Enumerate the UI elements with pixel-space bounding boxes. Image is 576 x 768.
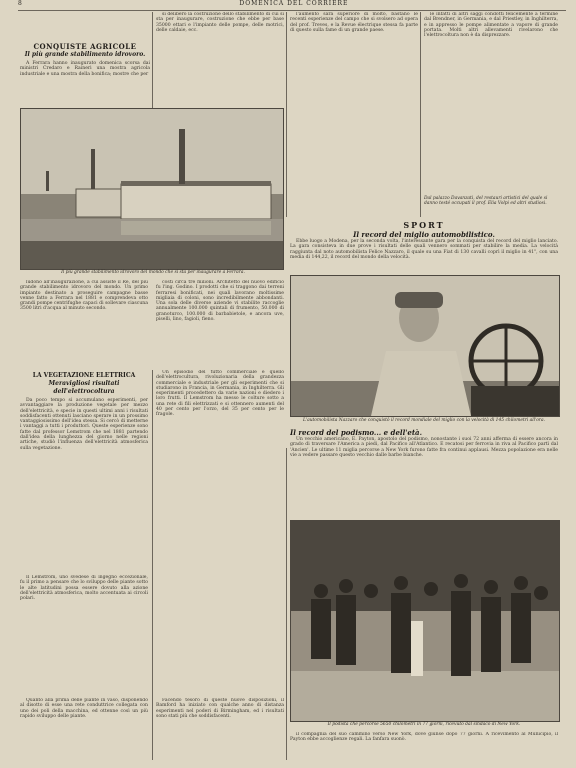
article-text: Quanto alla prima delle piante in vaso, disponendo al disotto di esse una rete conduttrice collegata con uno dei poli della macchina, ed ottenne così un più rapido sviluppo delle piante. <box>20 698 148 719</box>
column-rule <box>286 448 287 760</box>
agriculture-article <box>20 42 150 102</box>
article-text: Un episodio del tutto commerciale è quello dell'elettrocultura, rivoluzionaria della grandezza commerciale e industriale per gli esperimenti che si studiarono in Francia, in Germania, in Inghilterra. Gli esperimenti procedettero da varie nazioni e diedero i loro frutti. Il Lemstrom ha messo le colture sotto a una rete di fili elettrizzati e si ottennero aumenti del 40 per cento per l'orzo, del 35 per cento per le fragole. <box>156 370 284 418</box>
article-column-text <box>424 12 558 192</box>
page-header <box>18 0 566 11</box>
podist-crowd-photo <box>290 520 560 722</box>
sport-headline: Il record del miglio automobilistico. <box>353 230 495 239</box>
article-lead: A Ferrara hanno inaugurato domenica scorsa dai ministri Credaro e Raineri una mostra agricola industriale e una mostra della bonifica; mostre che per <box>20 61 150 77</box>
podismo-article <box>290 428 558 518</box>
sport-heading: SPORT <box>403 220 445 230</box>
nazzaro-caption: L'automobilista Nazzaro che conquistò il record mondiale del miglio con la velocità di 145 chilometri all'ora. <box>302 418 546 423</box>
article-text: costi circa tre milioni. Architetto del nuovo edificio fu l'ing. Godino. I prodotti che si traggono dai terreni ferraresi bonificati, nei quali lavorano moltissime migliaia di coloni, sono incredibilmente abbondanti. Una sola delle diverse aziende vi stabilite raccoglie annualmente 100.000 quintali di frumento, 50.000 di granoturco, 100.000 di barbabietole, e ancora uve, piselli, lino, fagioli, fieno. <box>156 280 284 323</box>
bottom-left-text <box>20 698 148 760</box>
column-rule <box>420 12 421 217</box>
article-text: le infatti di altri saggi condotti felicemente a termine dal Brendner, in Germania, e dal Priestley, in Inghilterra, e in appresso le pompe alimentate a vapore di grande portata. Molti altri allevamenti rivelarono che l'elettrocoltura non è da disprezzare. <box>424 12 558 39</box>
sport-text: Ebbe luogo a Modena, per la seconda volta, l'interessante gara per la conquista del record del miglio lanciato. La gara consisteva in due prove i risultati delle quali vennero sommati per stabilire la media. La velocità raggiunta dal noto automobilista Felice Nazzaro, il quale su una Fiat di 130 cavalli coprì il miglio in 41", con una media di 144,22, il record del mondo della velocità. <box>290 239 558 260</box>
article-column-text <box>156 12 284 107</box>
bottom-mid-text <box>156 698 284 760</box>
article-headline: Il più grande stabilimento idrovoro. <box>24 51 146 58</box>
pumping-station-caption: Il più grande stabilimento idrovoro del mondo che si sta per inaugurare a Ferrara. <box>61 270 245 275</box>
section-heading: CONQUISTE AGRICOLE <box>33 42 137 51</box>
crowd-illustration <box>291 521 559 721</box>
bottom-right-text <box>290 732 558 762</box>
newspaper-title: DOMENICA DEL CORRIERE <box>239 0 349 7</box>
agriculture-figures <box>156 280 284 364</box>
pumping-station-illustration <box>21 109 283 269</box>
article-text: si deliberò la costruzione dello stabilimento di cui si sta per inaugurare, costruzione che ebbe per base 35000 ettari e l'impianto delle pompe, delle motrici, delle caldaie, ecc. <box>156 12 284 33</box>
palazzo-caption: Dal palazzo Davanzati, del restauri artistici del quale si danno testé occupati il prof. Elia Volpi ed altri studiosi. <box>424 196 548 206</box>
podismo-text: Un vecchio americano, E. Payton, apostolo del podismo, nonostante i suoi 72 anni afferma di essere ancora in grado di traversare l'America a piedi, dal Pacifico all'Atlantico. E recatosi per ferrovia in riva al Pacifico partì dal 'Ancien'. Le ultime 11 miglia percorse a New York furono fatte fra continui applausi. Mezza popolazione era nelle vie a vedere passare questo vecchio dalle barbe bianche. <box>290 437 558 458</box>
nazzaro-photo <box>290 275 560 417</box>
podismo-headline: Il record del podismo... e dell'età. <box>290 428 423 437</box>
page-number: 8 <box>18 0 22 7</box>
driver-illustration <box>291 276 559 416</box>
article-text: Il Lemstrom, uno svedese di ingegno eccezionale, fu il primo a pensare che lo sviluppo delle piante sotto le alte latitudini possa essere dovuto alla azione dell'elettricità atmosferica, molto accentuata ai circoli polari. <box>20 575 148 602</box>
article-text: l'aumento sara superiore di molto, bastano le recenti esperienze del campo che si svolsero ad opera del prof. Treves, e la Revue électrique stessa fa parte di questo sulla fame di un grande paese. <box>290 12 418 33</box>
article-text: il compagnia del suo cammino verso New York, dove giunse dopo 77 giorni. A ricevimento al Municipio, il Payton ebbe accoglienze regali. La fanfara suonò. <box>290 732 558 743</box>
article-text: Facendo tesoro di queste nuove disposizioni, il Bamford ha iniziato con qualche anno di distanza esperimenti nel poderi di Birmingham, ed i risultati sono stati più che soddisfacenti. <box>156 698 284 719</box>
article-text: ludono all'inaugurazione, a cui assiste il Re, del più grande stabilimento idrovoro del mondo. Un primo impianto destinato a proseguire campagne basse venne fatto a Ferrara nel 1881 e comprendeva otto grandi pompe centrifughe capaci di sollevare ciascuna 3500 litri d'acqua al minuto secondo. <box>20 280 148 312</box>
electroculture-article <box>20 372 148 572</box>
section-heading: LA VEGETAZIONE ELETTRICA <box>32 372 136 379</box>
article-column-text <box>290 12 418 107</box>
electroculture-column <box>156 370 284 695</box>
column-rule <box>286 12 287 217</box>
column-rule <box>152 370 153 760</box>
article-text: Da poco tempo si accumulano esperimenti, per avvantaggiare la produzione vegetale per mezzo dell'elettricità, e specie in questi ultimi anni i risultati soddisfacenti ottenuti lasciano sperare in un prossimo vantaggiosissimo dell'idea stessa. Si cercò di metterne i vantaggi a tutti i produttori. Queste esperienze sono fatte dal professor Lemstrom che nel 1881 partendo dall'idea della lunghezza del giorno nelle regioni artiche, studiò l'influenza dell'elettricità atmosferica sulla vegetazione. <box>20 398 148 451</box>
sport-article <box>290 220 558 270</box>
article-headline: Meravigliosi risultati dell'elettrocoltura <box>48 380 120 395</box>
agriculture-continued <box>20 280 148 364</box>
pumping-station-photo <box>20 108 284 270</box>
electroculture-continued <box>20 575 148 695</box>
podist-caption: Il podista che percorse 5650 chilometri in 77 giorni, ricevuto dal sindaco di New York. <box>327 722 521 727</box>
